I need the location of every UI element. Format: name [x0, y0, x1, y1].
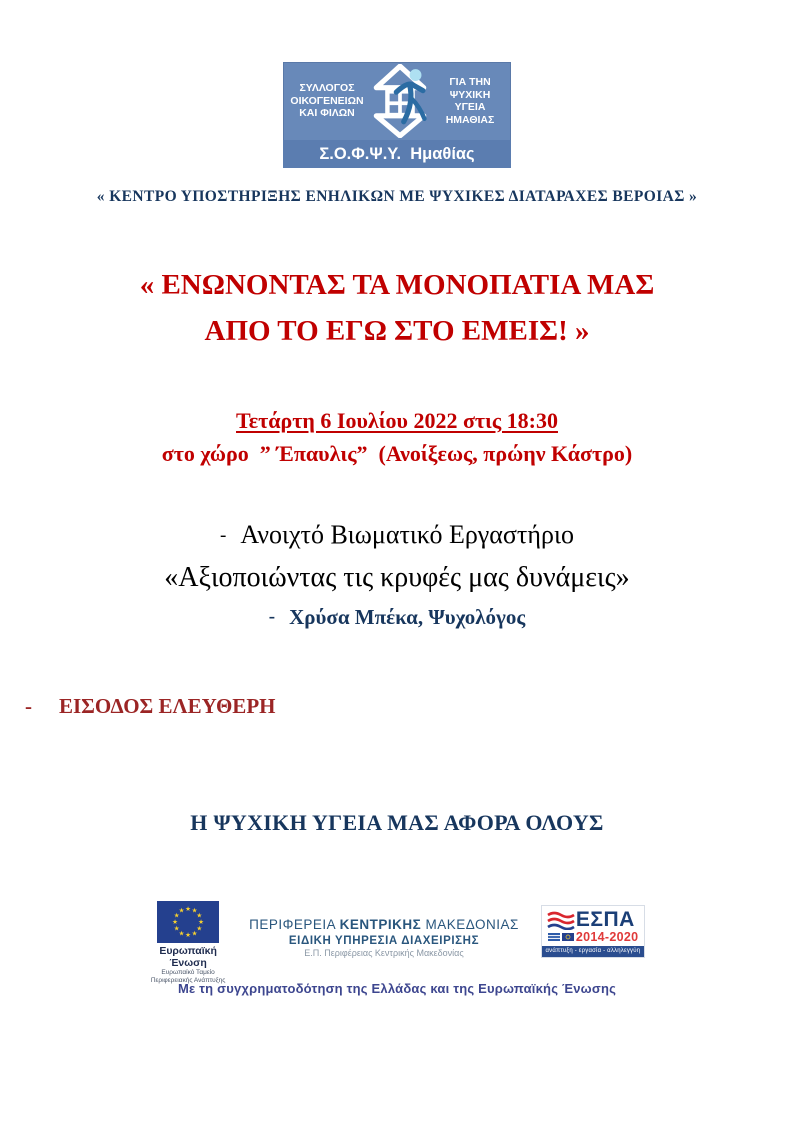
- sofpsy-logo: [283, 62, 511, 168]
- funding-footer: [0, 901, 794, 984]
- event-details: [0, 404, 794, 470]
- svg-text:★: ★: [196, 925, 203, 933]
- svg-text:★: ★: [185, 932, 192, 939]
- svg-text:★: ★: [173, 912, 180, 920]
- greek-flag-icon: [548, 933, 560, 941]
- workshop-title: [0, 514, 794, 556]
- workshop-presenter: [0, 600, 794, 634]
- house-person-icon: [364, 64, 436, 138]
- region-authority-block: [249, 901, 519, 958]
- managing-authority: ΕΙΔΙΚΗ ΥΠΗΡΕΣΙΑ ΔΙΑΧΕΙΡΙΣΗΣ: [288, 935, 480, 947]
- region-title-part: ΠΕΡΙΦΕΡΕΙΑ: [249, 917, 340, 932]
- svg-text:★: ★: [191, 907, 198, 915]
- region-title-part: ΚΕΝΤΡΙΚΗΣ: [339, 917, 422, 932]
- region-title-part: ΜΑΚΕΔΟΝΙΑΣ: [421, 917, 519, 932]
- free-entrance-line: [25, 694, 275, 719]
- event-datetime: Τετάρτη 6 Ιουλίου 2022 στις 18:30: [236, 408, 558, 433]
- espa-waves-icon: [546, 910, 576, 930]
- logo-right-line: ΨΥΧΙΚΗ ΥΓΕΙΑ: [449, 88, 491, 113]
- eu-union-label: Ευρωπαϊκή Ένωση: [159, 945, 217, 969]
- espa-name: ΕΣΠΑ: [575, 908, 635, 931]
- svg-text:★: ★: [173, 925, 180, 933]
- slogan: Η ΨΥΧΙΚΗ ΥΓΕΙΑ ΜΑΣ ΑΦΟΡΑ ΟΛΟΥΣ: [190, 810, 604, 835]
- espa-years-row: [542, 930, 644, 946]
- eu-funding-block: [149, 901, 227, 984]
- list-dash: -: [220, 525, 227, 546]
- svg-text:★: ★: [198, 919, 205, 926]
- eu-flag-icon: [157, 901, 219, 943]
- workshop-section: [0, 514, 794, 634]
- list-dash: -: [25, 694, 32, 718]
- logo-left-line: ΚΑΙ ΦΙΛΩΝ: [299, 107, 355, 120]
- espa-motto: ανάπτυξη - εργασία - αλληλεγγύη: [542, 946, 644, 957]
- svg-text:★: ★: [178, 907, 185, 915]
- workshop-subtitle: «Αξιοποιώντας τις κρυφές μας δυνάμεις»: [164, 562, 630, 593]
- logo-acronym: Σ.Ο.Φ.Ψ.Υ. Ημαθίας: [283, 140, 511, 168]
- workshop-title-text: Ανοιχτό Βιωματικό Εργαστήριο: [240, 520, 574, 549]
- logo-right-line: ΓΙΑ ΤΗΝ: [449, 76, 491, 88]
- main-title-line2: ΑΠΟ ΤΟ ΕΓΩ ΣΤΟ ΕΜΕΙΣ! »: [204, 315, 590, 347]
- logo-left-line: ΟΙΚΟΓΕΝΕΙΩΝ: [290, 94, 364, 107]
- event-location: στο χώρο ” Έπαυλις” (Ανοίξεως, πρώην Κάστρο): [161, 441, 633, 466]
- espa-logo: [541, 905, 645, 958]
- svg-text:★: ★: [178, 930, 185, 938]
- main-title-line1: « ΕΝΩΝΟΝΤΑΣ ΤΑ ΜΟΝΟΠΑΤΙΑ ΜΑΣ: [139, 269, 655, 301]
- svg-text:★: ★: [196, 912, 203, 920]
- eu-fund-line: Ευρωπαϊκό Ταμείο: [161, 969, 215, 976]
- logo-left-text: [288, 82, 366, 120]
- logo-right-line: ΗΜΑΘΙΑΣ: [445, 113, 495, 126]
- eu-mini-flag-icon: [562, 933, 574, 941]
- espa-years: 2014-2020: [575, 930, 639, 944]
- eu-fund-line: Περιφερειακής Ανάπτυξης: [150, 976, 226, 984]
- presenter-name: Χρύσα Μπέκα, Ψυχολόγος: [289, 605, 526, 629]
- svg-text:★: ★: [191, 930, 198, 938]
- center-name-header: « ΚΕΝΤΡΟ ΥΠΟΣΤΗΡΙΞΗΣ ΕΝΗΛΙΚΩΝ ΜΕ ΨΥΧΙΚΕΣ ΔΙΑΤΑΡΑΧΕΣ ΒΕΡΟΙΑΣ »: [96, 188, 698, 205]
- svg-text:★: ★: [172, 919, 179, 926]
- operational-programme: Ε.Π. Περιφέρειας Κεντρικής Μακεδονίας: [304, 948, 464, 958]
- espa-top-row: [542, 906, 644, 930]
- cofunding-statement: Με τη συγχρηματοδότηση της Ελλάδας και της Ευρωπαϊκής Ένωσης: [177, 981, 617, 996]
- logo-right-text: [434, 76, 506, 126]
- list-dash: -: [268, 606, 276, 627]
- logo-left-line: ΣΥΛΛΟΓΟΣ: [299, 82, 355, 95]
- svg-text:★: ★: [185, 906, 192, 913]
- free-entrance-text: ΕΙΣΟΔΟΣ ΕΛΕΥΘΕΡΗ: [59, 694, 276, 718]
- region-title: [249, 917, 519, 932]
- main-title: [0, 262, 794, 354]
- logo-top-area: [283, 62, 511, 140]
